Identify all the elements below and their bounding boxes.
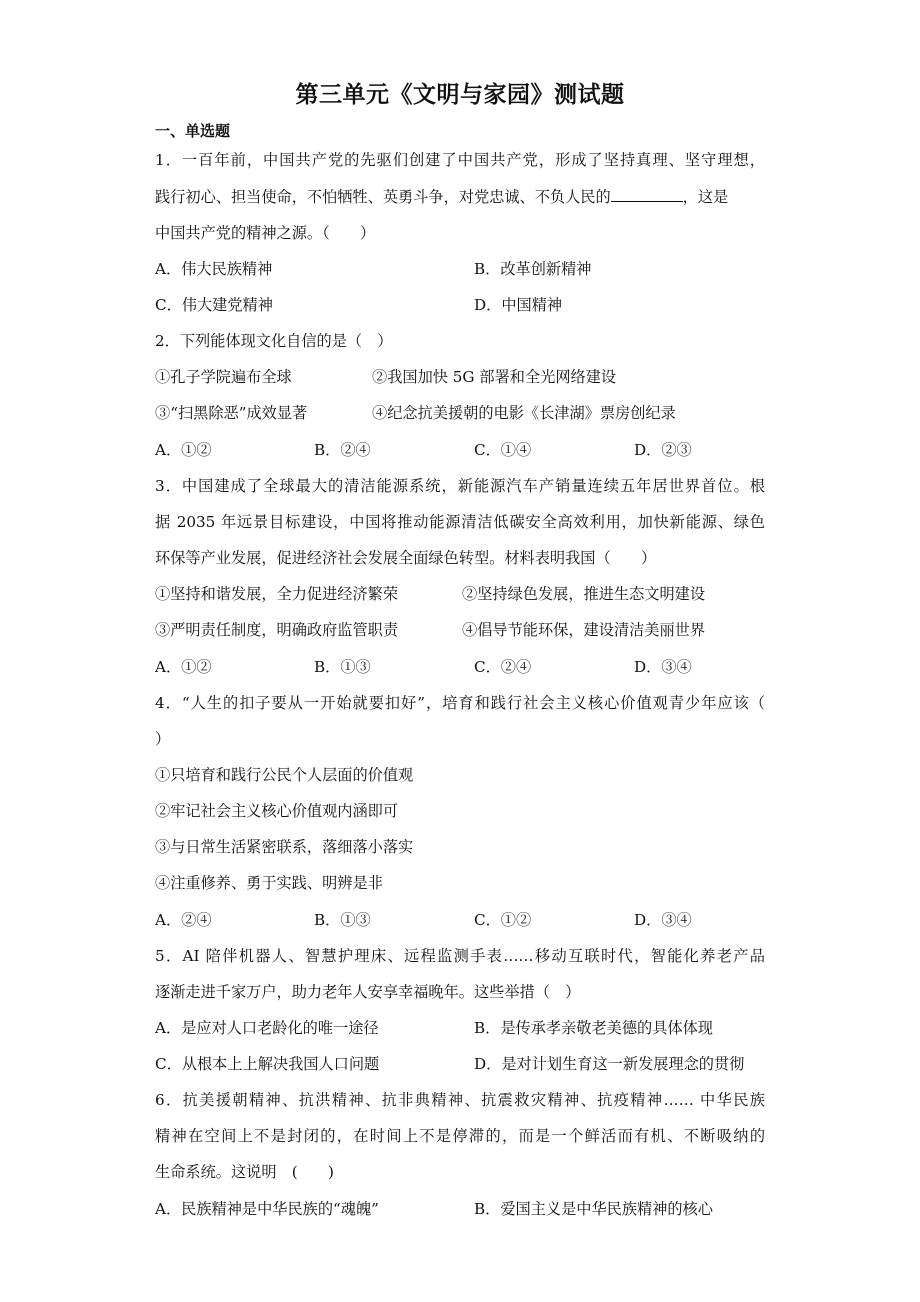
page-title: 第三单元《文明与家园》测试题	[295, 82, 625, 108]
q1-stem-line1: 1．一百年前，中国共产党的先驱们创建了中国共产党，形成了坚持真理、坚守理想，	[155, 151, 765, 169]
q6-option-b: B．爱国主义是中华民族精神的核心	[474, 1200, 713, 1218]
q1-option-d: D．中国精神	[474, 296, 563, 314]
q3-stem-line1: 3．中国建成了全球最大的清洁能源系统，新能源汽车产销量连续五年居世界首位。根	[155, 477, 765, 495]
q2-statement-1: ①孔子学院遍布全球	[155, 368, 292, 386]
q5-option-b: B．是传承孝亲敬老美德的具体体现	[474, 1019, 713, 1037]
q2-option-a: A．①②	[155, 441, 212, 459]
q1-stem-line3: 中国共产党的精神之源。（ ）	[155, 224, 376, 242]
q5-stem-line2: 逐渐走进千家万户，助力老年人安享幸福晚年。这些举措（ ）	[155, 983, 581, 1001]
q6-stem-line1: 6．抗美援朝精神、抗洪精神、抗非典精神、抗震救灾精神、抗疫精神…… 中华民族	[155, 1091, 765, 1109]
q3-stem-line2: 据 2035 年远景目标建设，中国将推动能源清洁低碳安全高效利用，加快新能源、绿色	[155, 513, 765, 531]
q3-statement-3: ③严明责任制度，明确政府监管职责	[155, 621, 398, 639]
section-heading: 一、单选题	[155, 122, 231, 140]
q1-option-c: C．伟大建党精神	[155, 296, 273, 314]
q4-option-d: D．③④	[634, 911, 692, 929]
q1-stem-line2	[155, 187, 765, 207]
q4-statement-2: ②牢记社会主义核心价值观内涵即可	[155, 802, 398, 820]
q5-stem-line1: 5．AI 陪伴机器人、智慧护理床、远程监测手表……移动互联时代，智能化养老产品	[155, 947, 765, 965]
q5-option-c: C．从根本上上解决我国人口问题	[155, 1055, 380, 1073]
q3-option-a: A．①②	[155, 658, 212, 676]
q4-option-c: C．①②	[474, 911, 532, 929]
q2-statement-2: ②我国加快 5G 部署和全光网络建设	[372, 368, 617, 386]
q4-option-b: B．①③	[314, 911, 371, 929]
q3-stem-line3: 环保等产业发展，促进经济社会发展全面绿色转型。材料表明我国（ ）	[155, 549, 657, 567]
q1-option-b: B．改革创新精神	[474, 260, 592, 278]
q2-option-b: B．②④	[314, 441, 371, 459]
q3-statement-4: ④倡导节能环保，建设清洁美丽世界	[462, 621, 705, 639]
q6-stem-line3: 生命系统。这说明 ( )	[155, 1163, 334, 1181]
q4-stem-line2: ）	[155, 730, 171, 748]
q1-option-a: A．伟大民族精神	[155, 260, 273, 278]
q4-statement-1: ①只培育和践行公民个人层面的价值观	[155, 766, 414, 784]
q5-option-d: D．是对计划生育这一新发展理念的贯彻	[474, 1055, 745, 1073]
q4-stem-line1: 4．“人生的扣子要从一开始就要扣好”，培育和践行社会主义核心价值观青少年应该（	[155, 694, 765, 712]
q3-option-b: B．①③	[314, 658, 371, 676]
q2-statement-4: ④纪念抗美援朝的电影《长津湖》票房创纪录	[372, 404, 676, 422]
q3-statement-2: ②坚持绿色发展，推进生态文明建设	[462, 585, 705, 603]
q2-option-d: D．②③	[634, 441, 692, 459]
q4-statement-3: ③与日常生活紧密联系，落细落小落实	[155, 838, 414, 856]
q4-statement-4: ④注重修养、勇于实践、明辨是非	[155, 874, 383, 892]
q1-stem-line2-text: 践行初心、担当使命，不怕牺牲、英勇斗争，对党忠诚、不负人民的	[155, 188, 611, 206]
q6-option-a: A．民族精神是中华民族的“魂魄”	[155, 1200, 379, 1218]
q2-statement-3: ③“扫黑除恶”成效显著	[155, 404, 308, 422]
q3-option-d: D．③④	[634, 658, 692, 676]
answer-blank	[611, 187, 683, 202]
q3-statement-1: ①坚持和谐发展，全力促进经济繁荣	[155, 585, 398, 603]
q2-stem: 2．下列能体现文化自信的是（ ）	[155, 332, 393, 350]
q3-option-c: C．②④	[474, 658, 532, 676]
q6-stem-line2: 精神在空间上不是封闭的，在时间上不是停滞的，而是一个鲜活而有机、不断吸纳的	[155, 1127, 765, 1145]
q1-stem-line2-end: ，这是	[682, 188, 729, 206]
q2-option-c: C．①④	[474, 441, 532, 459]
q5-option-a: A．是应对人口老龄化的唯一途径	[155, 1019, 379, 1037]
q4-option-a: A．②④	[155, 911, 212, 929]
